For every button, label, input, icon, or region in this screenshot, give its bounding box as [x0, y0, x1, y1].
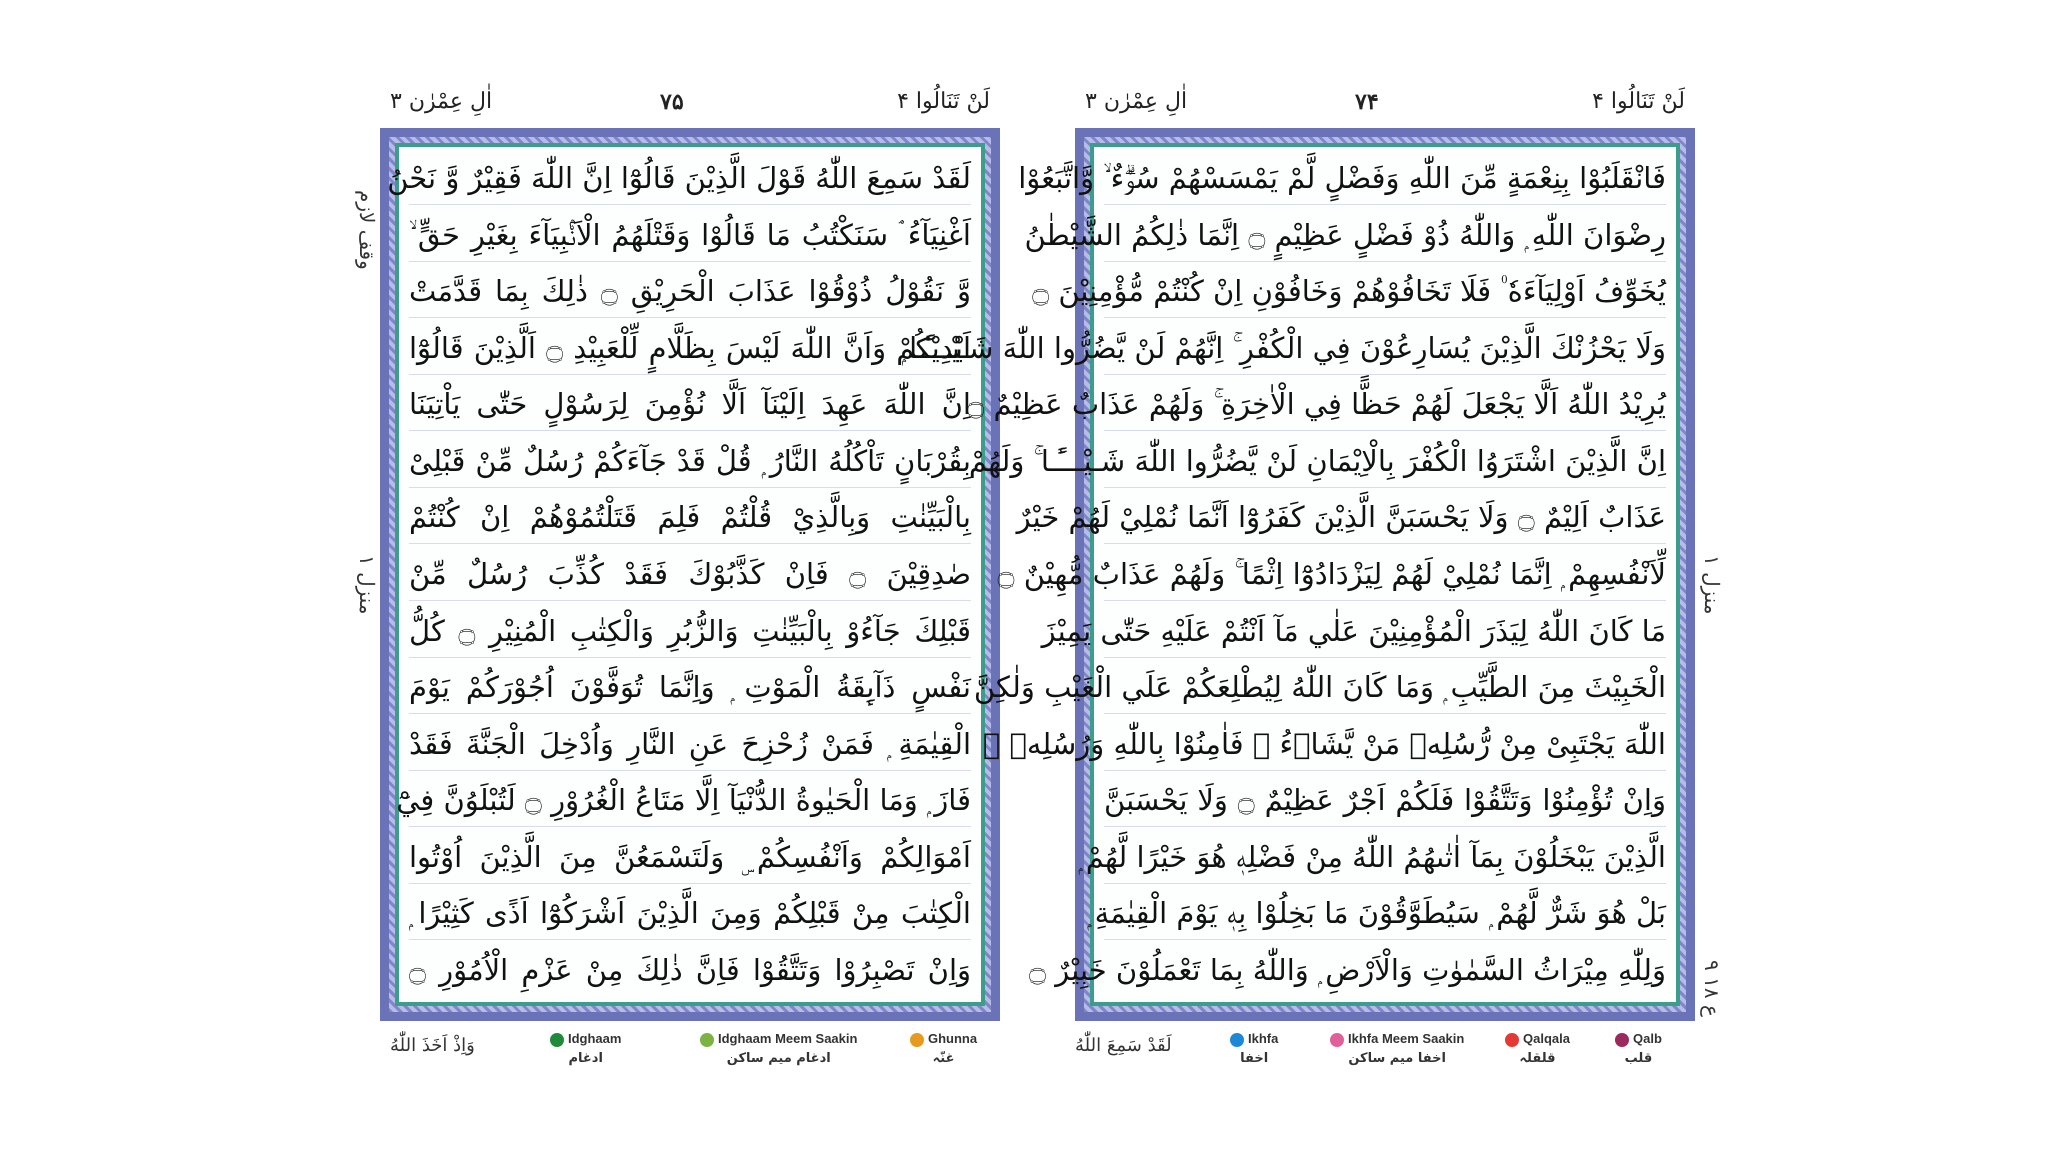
verse-line: بَلْ هُوَ شَرٌّ لَّھُمْ ۭ سَيُطَوَّقُوْنَ مَا بَخِلُوْا بِهٖ يَوْمَ الْقِيٰمَةِ ۭ [1104, 888, 1666, 940]
verse-line: وَلِلّٰهِ مِيْرَاثُ السَّمٰوٰتِ وَالْاَرْضِ ۭ وَاللّٰهُ بِمَا تَعْمَلُوْنَ خَبِيْرٌ ۝ [1029, 952, 1666, 987]
verse-line: يُخَوِّفُ اَوْلِيَآءَهٗ ۠ فَلَا تَخَافُوْھُمْ وَخَافُوْنِ اِنْ كُنْتُمْ مُّؤْمِنِيْنَ ۝ [1104, 266, 1666, 318]
page-header [1075, 85, 1695, 125]
verse-line: اَيْدِيْكُمْ وَاَنَّ اللّٰهَ لَيْسَ بِظَلَّامٍ لِّلْعَبِيْدِ ۝ اَلَّذِيْنَ قَالُوْٓا [409, 323, 971, 375]
ikhfa-color-dot [1230, 1033, 1244, 1047]
page-frame [901, 128, 1695, 1021]
verse-line: صٰدِقِيْنَ ۝ فَاِنْ كَذَّبُوْكَ فَقَدْ كُذِّبَ رُسُلٌ مِّنْ [409, 549, 971, 601]
verse-line: قَبْلِكَ جَآءُوْ بِالْبَيِّنٰتِ وَالزُّبُرِ وَالْكِتٰبِ الْمُنِيْرِ ۝ كُلُّ [409, 606, 971, 658]
verse-line: وَاِنْ تُؤْمِنُوْا وَتَتَّقُوْا فَلَكُمْ اَجْرٌ عَظِيْمٌ ۝ وَلَا يَحْسَبَنَّ [1104, 775, 1666, 827]
margin-manzil-right: منزل ۱ [1700, 555, 1724, 615]
idghaam-meem-saakin-color-dot [700, 1033, 714, 1047]
verse-lines [901, 153, 1666, 996]
legend-item-ikhfa-meem-saakin: Ikhfa Meem Saakin اخفا میم ساکن [1330, 1031, 1464, 1066]
verse-lines [387, 153, 971, 996]
qalqala-color-dot [1505, 1033, 1519, 1047]
legend-item-qalqala: Qalqala قلقلہ [1505, 1031, 1570, 1066]
legend-item-ghunna: Ghunna غنّہ [910, 1031, 977, 1066]
verse-line: لَقَدْ سَمِعَ اللّٰهُ قَوْلَ الَّذِيْنَ قَالُوْٓا اِنَّ اللّٰهَ فَقِيْرٌ وَّ نَحْنُ [409, 153, 971, 205]
idghaam-color-dot [550, 1033, 564, 1047]
verse-line: فَازَ ۭ وَمَا الْحَيٰوةُ الدُّنْيَآ اِلَّا مَتَاعُ الْغُرُوْرِ ۝ لَتُبْلَوُنَّ فِيْٓ [409, 775, 971, 827]
juz-name: لَنْ تَنَالُوا ۴ [1592, 89, 1685, 114]
verse-line: الْقِيٰمَةِ ۭ فَمَنْ زُحْزِحَ عَنِ النَّارِ وَاُدْخِلَ الْجَنَّةَ فَقَدْ [409, 719, 971, 771]
verse-line: اللّٰهَ يَجْتَبِىْ مِنْ رُّسُلِهٖ مَنْ يَّشَاۗءُ ۠ فَاٰمِنُوْا بِاللّٰهِ وَرُسُلِهٖ ۚ [1104, 719, 1666, 771]
verse-line: رِضْوَانَ اللّٰهِ ۭ وَاللّٰهُ ذُوْ فَضْلٍ عَظِيْمٍ ۝ اِنَّمَا ذٰلِكُمُ الشَّيْطٰنُ [1104, 210, 1666, 262]
verse-line: اِنَّ اللّٰهَ عَهِدَ اِلَيْنَآ اَلَّا نُؤْمِنَ لِرَسُوْلٍ حَتّٰى يَاْتِيَنَا [409, 379, 971, 431]
verse-line: وَاِنْ تَصْبِرُوْا وَتَتَّقُوْا فَاِنَّ ذٰلِكَ مِنْ عَزْمِ الْاُمُوْرِ ۝ [409, 952, 971, 987]
legend-item-idghaam-meem-saakin: Idghaam Meem Saakin ادغام میم ساکن [700, 1031, 857, 1066]
verse-line: بِقُرْبَانٍ تَاْكُلُهُ النَّارُ ۭ قُلْ قَدْ جَآءَكُمْ رُسُلٌ مِّنْ قَبْلِىْ [409, 436, 971, 488]
verse-line: اِنَّ الَّذِيْنَ اشْتَرَوُا الْكُفْرَ بِالْاِيْمَانِ لَنْ يَّضُرُّوا اللّٰهَ شَـيْـــًٔـا ۚ وَلَھُمْ [1104, 436, 1666, 488]
verse-line: نَفْسٍ ذَآىِٕقَةُ الْمَوْتِ ۭ وَاِنَّمَا تُوَفَّوْنَ اُجُوْرَكُمْ يَوْمَ [409, 662, 971, 714]
ghunna-color-dot [910, 1033, 924, 1047]
verse-line: بِالْبَيِّنٰتِ وَبِالَّذِيْ قُلْتُمْ فَلِمَ قَتَلْتُمُوْهُمْ اِنْ كُنْتُمْ [409, 492, 971, 544]
verse-line: يُرِيْدُ اللّٰهُ اَلَّا يَجْعَلَ لَھُمْ حَظًّا فِي الْاٰخِرَةِ ۚ وَلَھُمْ عَذَابٌ عَظِيْمٌ ۝ [1104, 379, 1666, 431]
verse-line: فَانْقَلَبُوْا بِنِعْمَةٍ مِّنَ اللّٰهِ وَفَضْلٍ لَّمْ يَمْسَسْهُمْ سُوْۗءٌ ۙ وَّاتَّبَعُوْا [1104, 153, 1666, 205]
legend-item-ikhfa: Ikhfa اخفا [1230, 1031, 1278, 1066]
margin-manzil-left: منزل ۱ [355, 555, 379, 615]
verse-line: الْكِتٰبَ مِنْ قَبْلِكُمْ وَمِنَ الَّذِيْنَ اَشْرَكُوْٓا اَذًى كَثِيْرًا ۭ [409, 888, 971, 940]
margin-ruku-marker: ع ۱۸ ۹ [1700, 960, 1724, 1017]
page-frame [380, 128, 1000, 1021]
text-area [387, 143, 985, 1006]
legend-item-idghaam: Idghaam ادغام [550, 1031, 621, 1066]
legend-item-qalb: Qalb قلب [1615, 1031, 1662, 1066]
page-number: ۷۵ [660, 89, 684, 115]
verse-line: اَمْوَالِكُمْ وَاَنْفُسِكُمْ ۣ وَلَتَسْمَعُنَّ مِنَ الَّذِيْنَ اُوْتُوا [409, 832, 971, 884]
ikhfa-meem-saakin-color-dot [1330, 1033, 1344, 1047]
catchword: لَقَدْ سَمِعَ اللّٰهُ [1075, 1035, 1172, 1056]
verse-line: لِّاَنْفُسِهِمْ ۭ اِنَّمَا نُمْلِيْ لَھُمْ لِيَزْدَادُوْٓا اِثْمًا ۚ وَلَھُمْ عَذَابٌ مُّهِيْنٌ ۝ [1104, 549, 1666, 601]
catchword: وَاِذْ اَخَذَ اللّٰهُ [390, 1035, 475, 1056]
verse-line: وَلَا يَحْزُنْكَ الَّذِيْنَ يُسَارِعُوْنَ فِي الْكُفْرِ ۚ اِنَّھُمْ لَنْ يَّضُرُّوا اللّٰهَ شَـيْـــًٔـا ۭ [1104, 323, 1666, 375]
margin-waqf-note: وقف لازم [355, 190, 379, 270]
page-header [380, 85, 1000, 125]
qalb-color-dot [1615, 1033, 1629, 1047]
verse-line: وَّ نَقُوْلُ ذُوْقُوْا عَذَابَ الْحَرِيْقِ ۝ ذٰلِكَ بِمَا قَدَّمَتْ [409, 266, 971, 318]
text-area [901, 143, 1680, 1006]
verse-line: الْخَبِيْثَ مِنَ الطَّيِّبِ ۭ وَمَا كَانَ اللّٰهُ لِيُطْلِعَكُمْ عَلَي الْغَيْبِ وَلٰكِنَّ [1104, 662, 1666, 714]
verse-line: مَا كَانَ اللّٰهُ لِيَذَرَ الْمُؤْمِنِيْنَ عَلٰي مَآ اَنْتُمْ عَلَيْهِ حَتّٰى يَمِيْزَ [1104, 606, 1666, 658]
page-number: ۷۴ [1355, 89, 1379, 115]
verse-line: عَذَابٌ اَلِيْمٌ ۝ وَلَا يَحْسَبَنَّ الَّذِيْنَ كَفَرُوْٓا اَنَّمَا نُمْلِيْ لَھُمْ خَيْرٌ [1104, 492, 1666, 544]
left-page [380, 85, 1000, 1110]
surah-name: اٰلِ عِمْرٰن ۳ [390, 89, 493, 114]
juz-name: لَنْ تَنَالُوا ۴ [897, 89, 990, 114]
surah-name: اٰلِ عِمْرٰن ۳ [1085, 89, 1188, 114]
verse-line: اَغْنِيَآءُ ۘ سَنَكْتُبُ مَا قَالُوْا وَقَتْلَهُمُ الْاَنْۢبِيَآءَ بِغَيْرِ حَقٍّ ۙ [409, 210, 971, 262]
verse-line: الَّذِيْنَ يَبْخَلُوْنَ بِمَآ اٰتٰىھُمُ اللّٰهُ مِنْ فَضْلِهٖ هُوَ خَيْرًا لَّھُمْ ۭ [1104, 832, 1666, 884]
tajweed-legend [1075, 1031, 1695, 1091]
tajweed-legend [380, 1031, 1000, 1091]
